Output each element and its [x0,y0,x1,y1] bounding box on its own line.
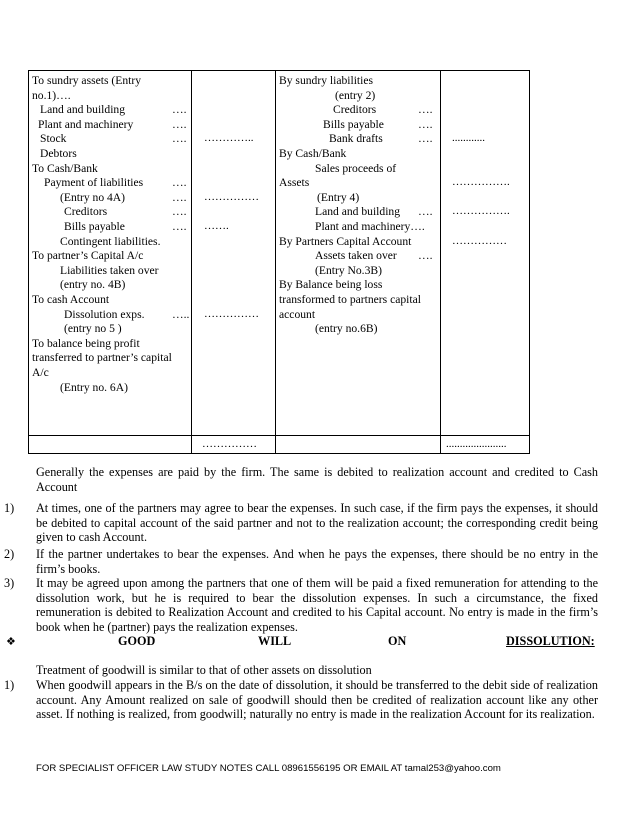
item-number: 1) [4,678,15,692]
leader-dots: …. [172,220,187,233]
particulars-line: To partner’s Capital A/c [32,249,144,263]
particulars-line: transferred to partner’s capital [32,351,172,365]
particulars-line: By sundry liabilities [279,74,374,87]
leader-dots: …. [418,249,433,263]
credit-total: ...................... [446,438,507,450]
particulars-line: (Entry no 4A) [60,190,126,204]
particulars-line: Creditors [64,205,108,219]
leader-dots: …. [418,205,433,219]
particulars-line: To sundry assets (Entry [32,74,141,87]
amount-placeholder: ............ [452,132,485,145]
heading-word: GOOD [118,634,156,648]
amount-placeholder: …………… [204,190,259,203]
leader-dots: …. [172,117,187,131]
particulars-line: Land and building [315,205,401,219]
expenses-intro: Generally the expenses are paid by the firm. The same is debited to realization account and credited to Cash Account [36,465,598,494]
table-col-border [529,70,530,454]
heading-word: DISSOLUTION: [506,634,595,648]
table-bottom-border [28,453,530,454]
leader-dots: …. [172,205,187,219]
particulars-line: (Entry no. 6A) [60,380,128,394]
amount-placeholder: ……. [204,220,229,232]
particulars-line: Payment of liabilities [44,176,144,190]
leader-dots: …. [172,132,187,146]
particulars-line: Liabilities taken over [60,263,159,277]
table-total-top-border [28,435,530,436]
leader-dots: …. [418,132,433,146]
particulars-line: Stock [40,132,67,146]
particulars-line: Assets [279,176,310,190]
leader-dots: …. [172,190,187,204]
particulars-line: Creditors [333,103,377,117]
item-number: 2) [4,547,15,561]
particulars-line: Plant and machinery [38,117,134,131]
leader-dots: …. [172,176,187,190]
amount-placeholder: …………… [204,307,259,320]
list-item: At times, one of the partners may agree to bear the expenses. In such case, if the firm pays the expenses, it should be debited to capital account of the said partner and not to the realization account; the corresponding credit being given to cash Account. [36,501,598,545]
diamond-bullet-icon: ❖ [6,636,16,648]
particulars-line: (entry no. 4B) [60,278,126,292]
particulars-line: By Cash/Bank [279,147,347,160]
table-col-border [440,70,441,454]
leader-dots: …. [418,103,433,117]
particulars-line: To cash Account [32,293,110,306]
list-item: It may be agreed upon among the partners that one of them will be paid a fixed remuneration for attending to the dissolution work, but he is required to bear the dissolution expenses. In such a circumstance, the fixed remuneration is debited to Realization Account and credited to his Capital account. No entry is made in the firm’s book when he (partner) pays the realization expenses. [36,576,598,634]
item-number: 1) [4,501,15,515]
amount-placeholder: ……………. [452,176,510,189]
amount-placeholder: …………… [452,234,507,247]
particulars-line: (entry no 5 ) [64,322,122,336]
particulars-line: A/c [32,366,49,379]
particulars-line: Bank drafts [329,132,383,146]
amount-placeholder: ……………. [452,205,510,218]
leader-dots: …. [172,103,187,117]
particulars-line: Contingent liabilities. [60,234,161,248]
particulars-line: Dissolution exps. [64,307,145,321]
particulars-line: Debtors [40,147,77,160]
table-col-border [275,70,276,454]
particulars-line: Assets taken over [315,249,397,263]
footer-note: FOR SPECIALIST OFFICER LAW STUDY NOTES CALL 08961556195 OR EMAIL AT tamal253@yahoo.com [36,763,501,774]
item-number: 3) [4,576,15,590]
particulars-line: Land and building [40,103,126,117]
particulars-line: To Cash/Bank [32,161,98,175]
particulars-line: Bills payable [64,220,125,233]
table-col-border [191,70,192,454]
particulars-line: (entry no.6B) [315,322,378,336]
particulars-line: By Balance being loss [279,278,383,292]
leader-dots: ….. [172,307,190,321]
leader-dots: …. [418,117,433,131]
heading-word: WILL [258,634,292,648]
table-top-border [28,70,530,71]
heading-word: ON [388,634,407,648]
particulars-line: Bills payable [323,117,384,131]
particulars-line: (Entry 4) [317,190,360,204]
particulars-line: account [279,307,316,321]
table-col-border [28,70,29,454]
list-item: When goodwill appears in the B/s on the date of dissolution, it should be transferred to the debit side of realization account. Any Amount realized on sale of goodwill should then be credited of realization account like any other asset. If nothing is realized, from goodwill; naturally no entry is made in the realization Account for its realization. [36,678,598,722]
list-item: If the partner undertakes to bear the expenses. And when he pays the expenses, there should be no entry in the firm’s books. [36,547,598,576]
particulars-line: Sales proceeds of [315,161,397,175]
particulars-line: (Entry No.3B) [315,263,382,277]
particulars-line: To balance being profit [32,336,140,350]
amount-placeholder: ………….. [204,132,254,145]
particulars-line: By Partners Capital Account [279,234,412,248]
particulars-line: Plant and machinery…. [315,220,425,233]
particulars-line: transformed to partners capital [279,293,421,306]
particulars-line: (entry 2) [335,88,376,102]
debit-total: …………… [202,438,257,450]
goodwill-intro: Treatment of goodwill is similar to that of other assets on dissolution [36,663,372,677]
particulars-line: no.1)…. [32,88,71,102]
